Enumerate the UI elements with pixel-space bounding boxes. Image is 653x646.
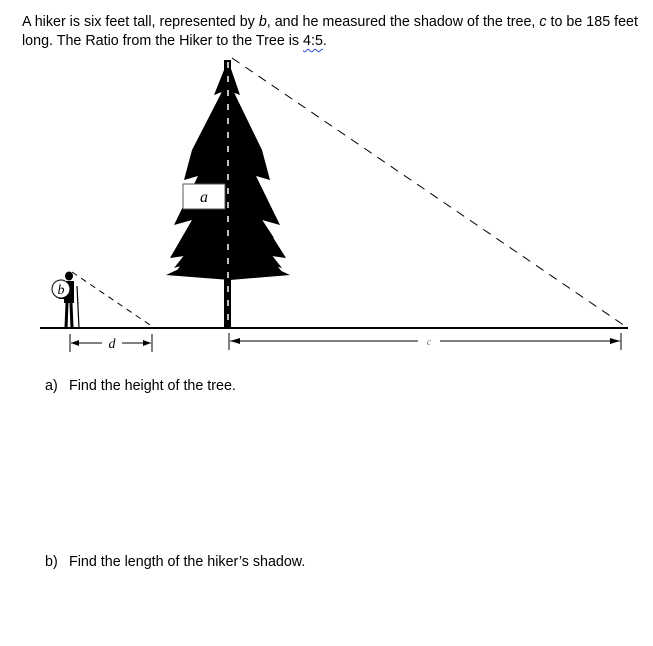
variable-b: b bbox=[258, 14, 267, 30]
question-a bbox=[45, 378, 236, 394]
hiker-shadow-line bbox=[72, 272, 153, 327]
problem-text-1: A hiker is six feet tall, represented by bbox=[22, 14, 259, 30]
problem-text-4: . bbox=[322, 33, 327, 49]
question-b-text: Find the length of the hiker’s shadow. bbox=[69, 554, 306, 570]
problem-text-3: to be 185 feet long. The Ratio from the Hiker to the Tree is bbox=[22, 14, 638, 49]
question-a-letter: a) bbox=[45, 378, 58, 394]
variable-c: c bbox=[539, 14, 547, 30]
tree-shadow-line bbox=[232, 58, 625, 326]
question-b-letter: b) bbox=[45, 554, 58, 570]
dimension-c bbox=[229, 333, 621, 350]
label-d: d bbox=[108, 337, 116, 352]
label-c: c bbox=[426, 337, 432, 348]
question-b bbox=[45, 554, 305, 570]
ratio-value: 4:5 bbox=[303, 33, 323, 49]
label-a: a bbox=[200, 189, 208, 206]
problem-text-2: , and he measured the shadow of the tree, bbox=[266, 14, 540, 30]
label-b: b bbox=[57, 283, 65, 298]
question-a-text: Find the height of the tree. bbox=[69, 378, 236, 394]
